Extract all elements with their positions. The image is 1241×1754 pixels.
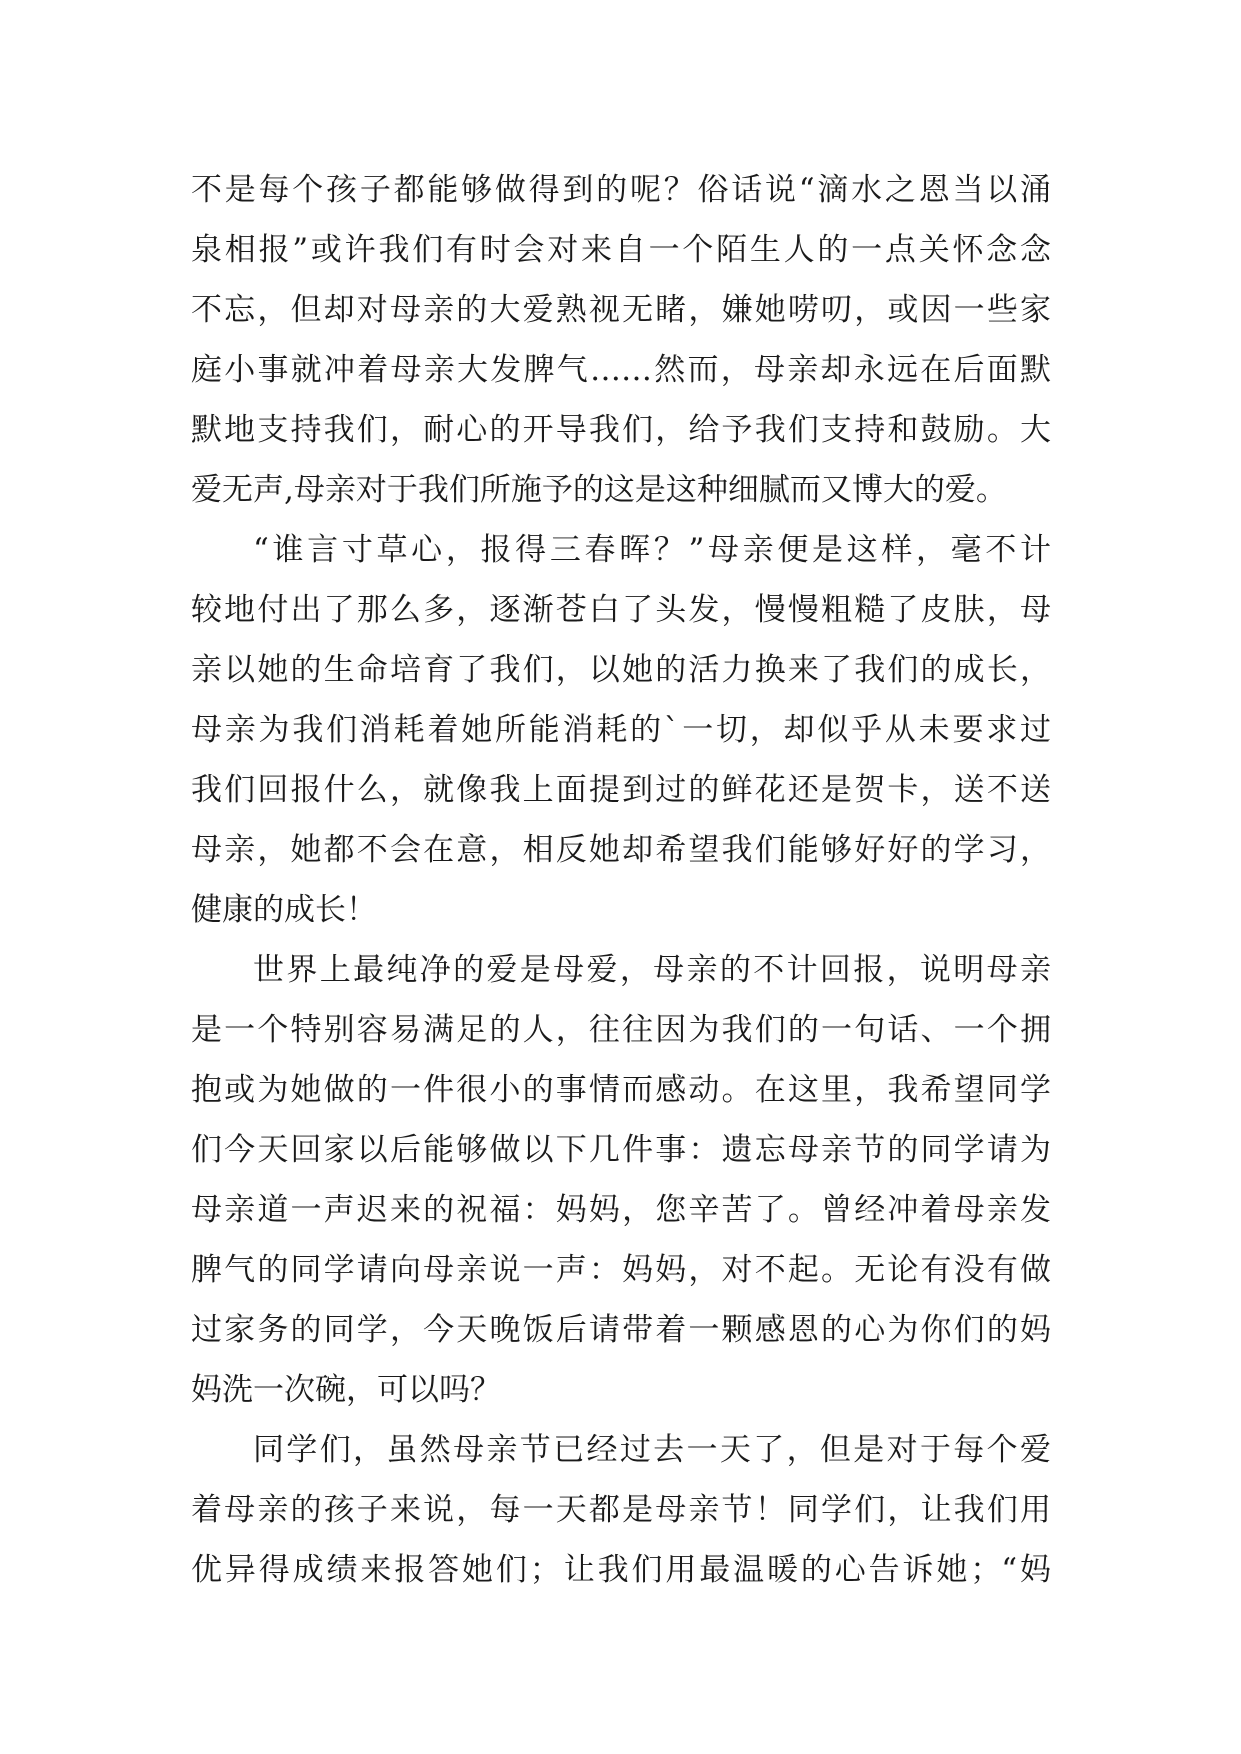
text-line: 泉相报”或许我们有时会对来自一个陌生人的一点关怀念念: [191, 232, 1051, 268]
body-text: [191, 160, 1051, 1600]
text-line: 健康的成长！: [191, 892, 377, 928]
text-line: 世界上最纯净的爱是母爱，母亲的不计回报，说明母亲: [253, 952, 1051, 988]
text-line: 们今天回家以后能够做以下几件事：遗忘母亲节的同学请为: [191, 1132, 1051, 1168]
text-line: 我们回报什么，就像我上面提到过的鲜花还是贺卡，送不送: [191, 772, 1051, 808]
text-line: 母亲为我们消耗着她所能消耗的`一切，却似乎从未要求过: [191, 712, 1051, 748]
text-line: 较地付出了那么多，逐渐苍白了头发，慢慢粗糙了皮肤，母: [191, 592, 1051, 628]
text-line: 优异得成绩来报答她们；让我们用最温暖的心告诉她；“妈: [191, 1552, 1051, 1588]
text-line: 抱或为她做的一件很小的事情而感动。在这里，我希望同学: [191, 1072, 1051, 1108]
text-line: 母亲道一声迟来的祝福：妈妈，您辛苦了。曾经冲着母亲发: [191, 1192, 1051, 1228]
text-line: 亲以她的生命培育了我们，以她的活力换来了我们的成长，: [191, 652, 1051, 688]
text-line: 是一个特别容易满足的人，往往因为我们的一句话、一个拥: [191, 1012, 1051, 1048]
text-line: 母亲，她都不会在意，相反她却希望我们能够好好的学习，: [191, 832, 1051, 868]
text-line: 同学们，虽然母亲节已经过去一天了，但是对于每个爱: [253, 1432, 1051, 1468]
text-line: 脾气的同学请向母亲说一声：妈妈，对不起。无论有没有做: [191, 1252, 1051, 1288]
text-line: 默地支持我们，耐心的开导我们，给予我们支持和鼓励。大: [191, 412, 1051, 448]
text-line: 不忘，但却对母亲的大爱熟视无睹，嫌她唠叨，或因一些家: [191, 292, 1051, 328]
text-line: 不是每个孩子都能够做得到的呢？俗话说“滴水之恩当以涌: [191, 172, 1051, 208]
text-line: “谁言寸草心，报得三春晖？”母亲便是这样，毫不计: [253, 532, 1051, 568]
text-line: 爱无声,母亲对于我们所施予的这是这种细腻而又博大的爱。: [191, 472, 1007, 508]
text-line: 妈洗一次碗，可以吗？: [191, 1372, 501, 1408]
text-line: 庭小事就冲着母亲大发脾气……然而，母亲却永远在后面默: [191, 352, 1051, 388]
text-line: 着母亲的孩子来说，每一天都是母亲节！同学们，让我们用: [191, 1492, 1051, 1528]
text-line: 过家务的同学，今天晚饭后请带着一颗感恩的心为你们的妈: [191, 1312, 1051, 1348]
